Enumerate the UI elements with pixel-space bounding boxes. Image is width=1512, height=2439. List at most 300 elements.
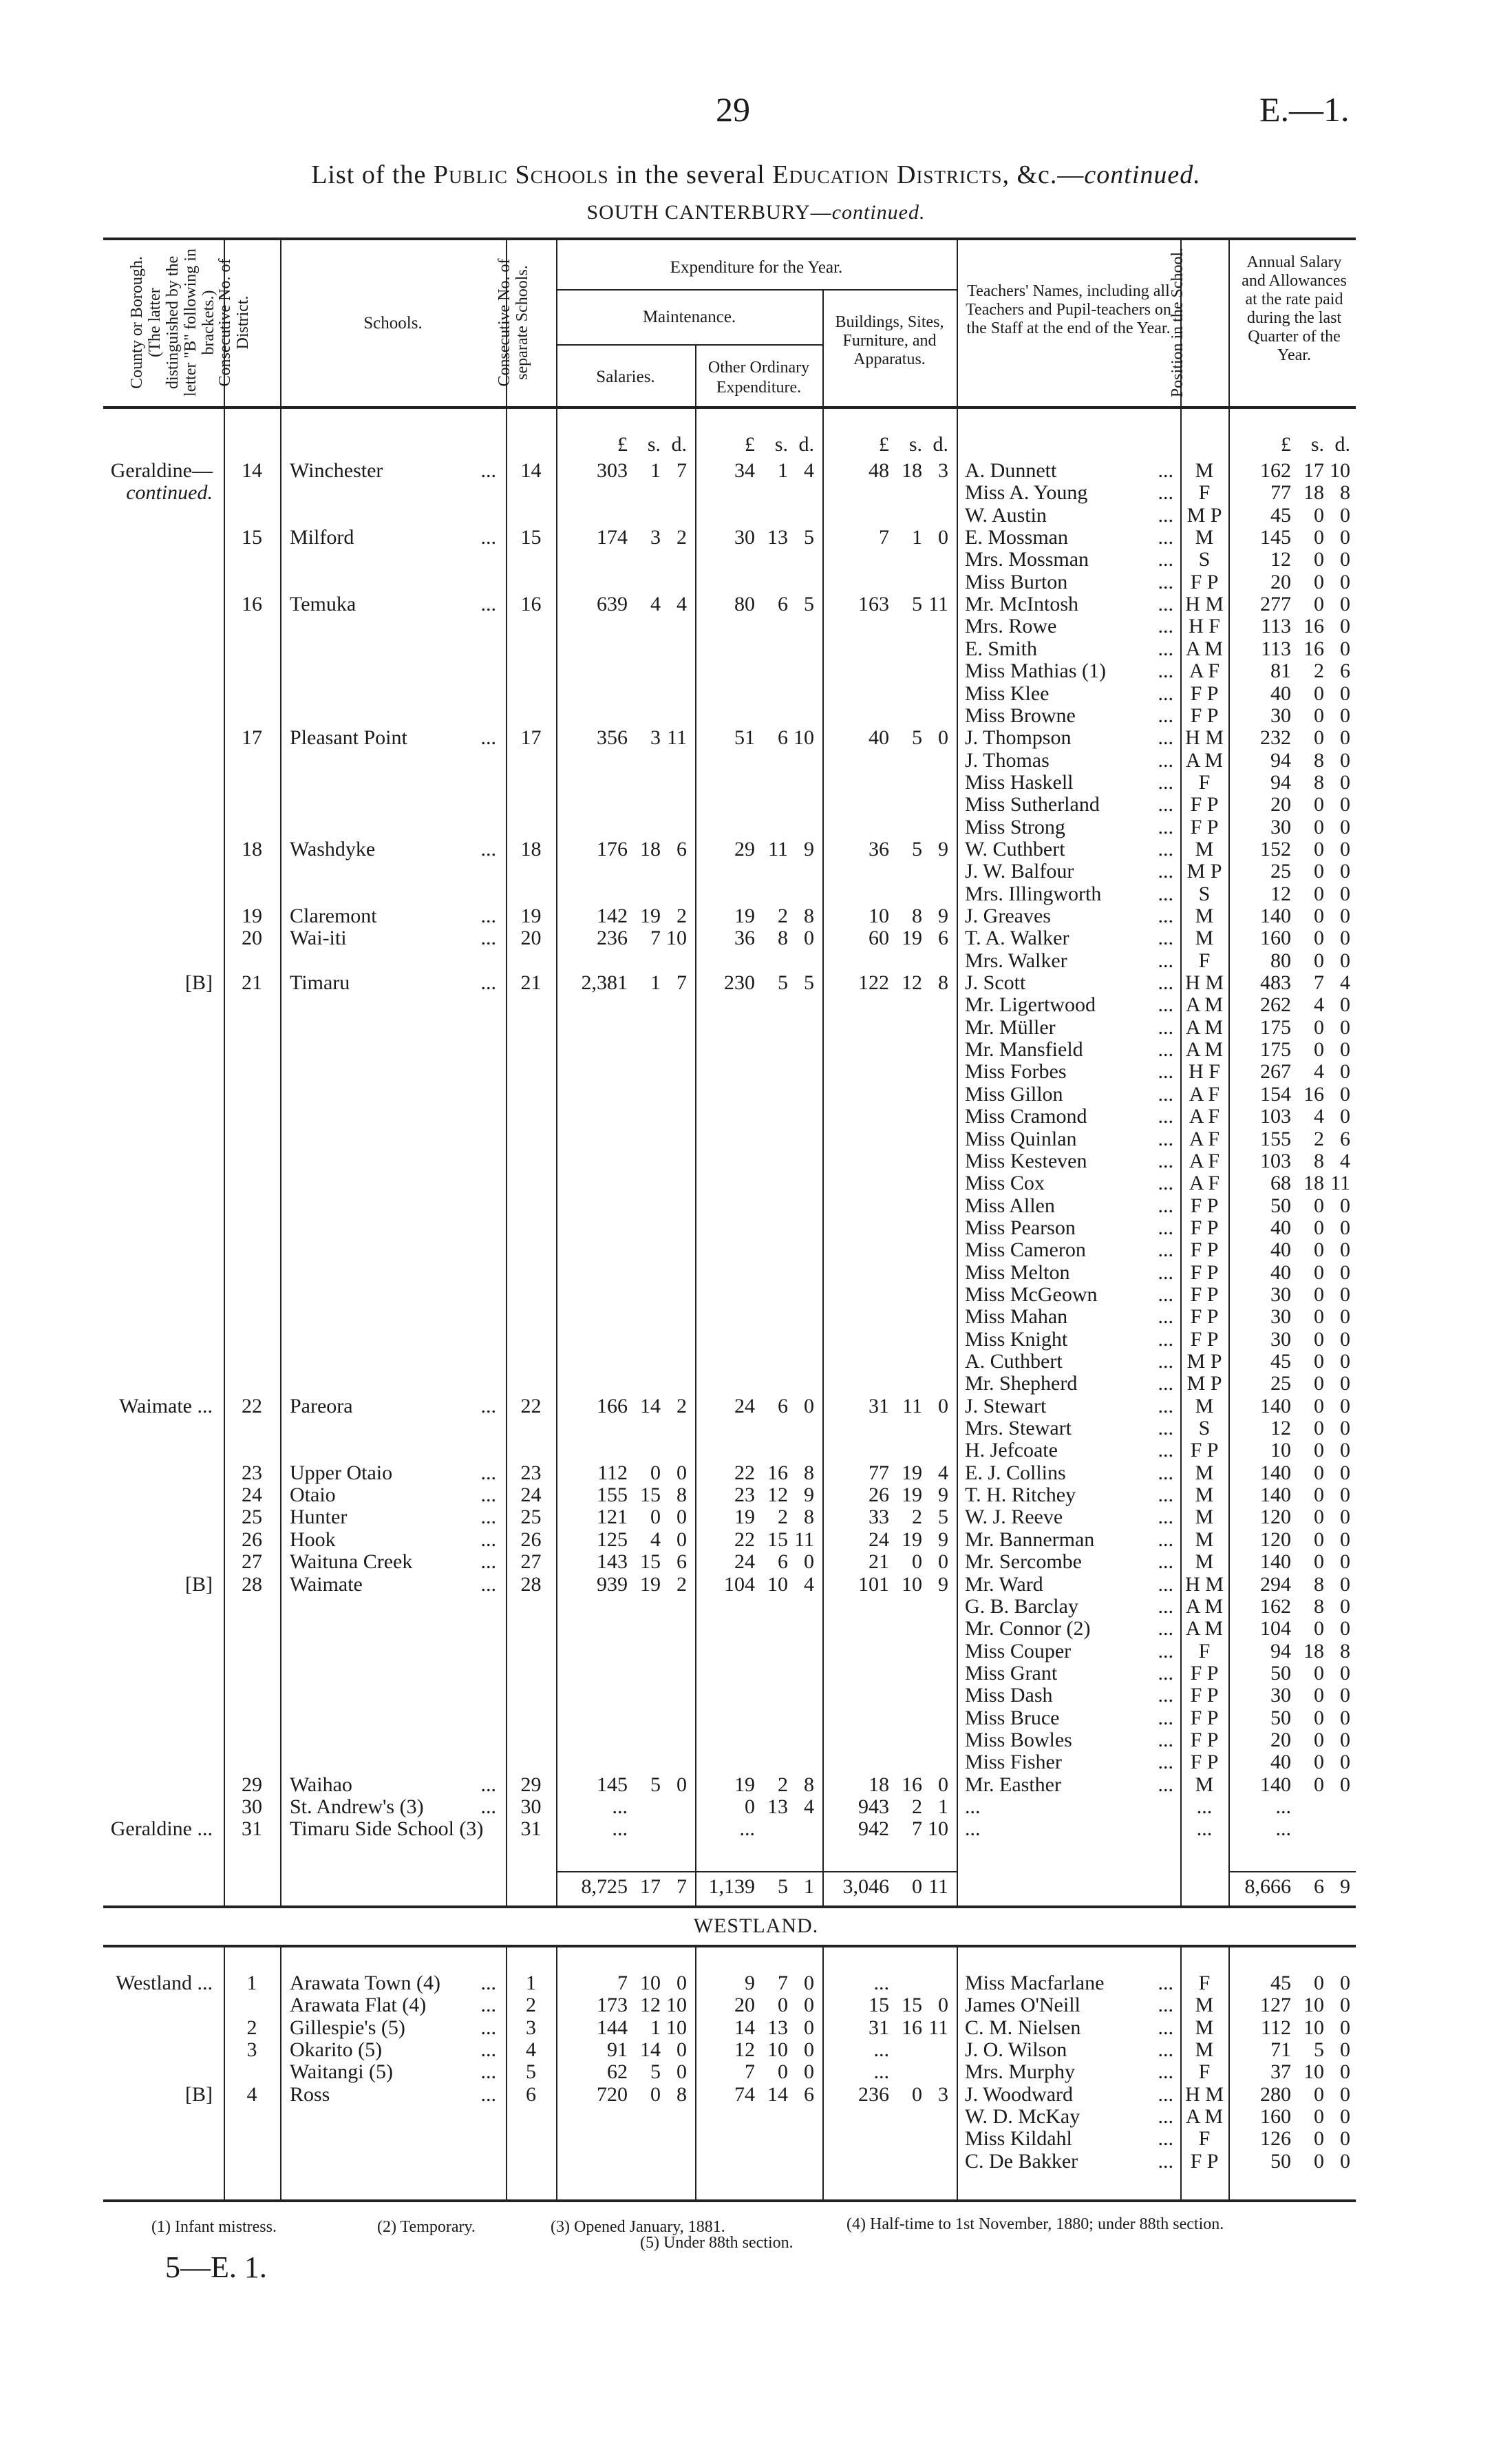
- shillings: 0: [1314, 815, 1324, 838]
- pence: 0: [1340, 1684, 1350, 1707]
- shillings: 1: [650, 459, 661, 482]
- pence: 0: [1340, 1305, 1350, 1329]
- pence: 0: [677, 1506, 687, 1529]
- south-row-teacher-name: Mrs. Rowe ...: [965, 615, 1173, 638]
- shillings: 19: [902, 1484, 922, 1507]
- pence: 0: [1340, 770, 1350, 794]
- pounds: 104: [724, 1572, 755, 1596]
- section-name: SOUTH CANTERBURY—: [586, 201, 832, 224]
- leader-dots: ...: [480, 837, 496, 860]
- south-row-position: M: [1195, 526, 1214, 549]
- south-row-separate-no: 25: [520, 1506, 542, 1529]
- pence: 0: [1340, 1572, 1350, 1596]
- south-row-teacher-name: W. J. Reeve ...: [965, 1506, 1173, 1529]
- header-teachers: Teachers' Names, including all Teachers and Pupil-teachers on the Staff at the end of the Year.: [966, 282, 1171, 337]
- pounds: 40: [1270, 1751, 1291, 1774]
- pence: 0: [1340, 793, 1350, 816]
- shillings: 1: [912, 526, 922, 549]
- pence: 0: [1340, 526, 1350, 549]
- south-row-separate-no: 27: [520, 1550, 542, 1574]
- south-row-teacher-name: J. Thompson ...: [965, 726, 1173, 750]
- leader-dots: ...: [1158, 1194, 1173, 1217]
- south-row-position: F P: [1190, 793, 1219, 816]
- south-row-separate-no: 17: [520, 726, 542, 750]
- pounds: 103: [1260, 1105, 1291, 1128]
- pounds: 943: [858, 1795, 889, 1818]
- pounds: 8,666: [1244, 1875, 1291, 1898]
- shillings: s.: [647, 433, 661, 456]
- leader-dots: ...: [1158, 905, 1173, 927]
- south-row-position: A M: [1185, 637, 1224, 660]
- shillings: 6: [778, 1394, 788, 1417]
- pounds: 639: [597, 593, 628, 616]
- header-column-rule: [1228, 237, 1230, 406]
- shillings: 19: [640, 905, 661, 927]
- south-row-position: F P: [1190, 682, 1219, 705]
- leader-dots: ...: [1158, 570, 1173, 593]
- leader-dots: ...: [480, 1506, 496, 1529]
- leader-dots: ...: [1158, 1528, 1173, 1551]
- leader-dots: ...: [1158, 1994, 1173, 2017]
- shillings: 0: [1314, 1439, 1324, 1462]
- west-row-district-no: 1: [246, 1972, 257, 1994]
- pounds: 62: [607, 2060, 628, 2084]
- west-row-position: M: [1195, 2016, 1214, 2039]
- pence: 0: [1340, 548, 1350, 571]
- pounds: 20: [1270, 1728, 1291, 1751]
- header-other-expenditure: Other Ordinary Expenditure.: [707, 359, 810, 397]
- pence: 9: [938, 1528, 948, 1551]
- leader-dots: ...: [480, 1972, 496, 1994]
- pence: 0: [1340, 593, 1350, 616]
- pounds: ...: [1275, 1817, 1291, 1841]
- pence: 4: [1340, 1149, 1350, 1172]
- column-rule: [957, 406, 958, 1905]
- south-row-teacher-name: Mr. Bannerman ...: [965, 1528, 1173, 1551]
- shillings: 0: [1314, 860, 1324, 883]
- shillings: 0: [1314, 1216, 1324, 1239]
- pounds: ...: [739, 1817, 755, 1841]
- pence: 0: [938, 1773, 948, 1796]
- pounds: 20: [1270, 570, 1291, 593]
- pence: 4: [1340, 971, 1350, 995]
- shillings: 2: [1314, 1127, 1324, 1150]
- leader-dots: ...: [480, 1394, 496, 1417]
- pence: 0: [677, 2060, 687, 2084]
- south-row-school-name: Milford ...: [290, 526, 496, 549]
- south-row-position: A M: [1185, 1015, 1224, 1039]
- pounds: 20: [1270, 793, 1291, 816]
- south-row-position: M: [1195, 837, 1214, 860]
- south-row-school-name: Washdyke ...: [290, 837, 496, 860]
- south-row-county: continued.: [126, 481, 213, 505]
- shillings: 0: [912, 2082, 922, 2106]
- leader-dots: ...: [1158, 1661, 1173, 1685]
- shillings: 0: [1314, 1706, 1324, 1729]
- pence: 11: [928, 2016, 948, 2039]
- south-row-separate-no: 14: [520, 459, 542, 482]
- south-row-teacher-name: Mr. McIntosh ...: [965, 593, 1173, 616]
- shillings: 0: [1314, 1305, 1324, 1329]
- header-maintenance: Maintenance.: [642, 308, 736, 326]
- title-prefix: List of the: [311, 160, 434, 189]
- leader-dots: ...: [480, 1550, 496, 1574]
- footnote-4: (4) Half-time to 1st November, 1880; under 88th section.: [846, 2215, 1224, 2233]
- pence: 6: [938, 927, 948, 950]
- leader-dots: ...: [480, 905, 496, 927]
- leader-dots: ...: [1158, 2149, 1173, 2173]
- shillings: 0: [1314, 2105, 1324, 2129]
- south-row-school-name: Pleasant Point ...: [290, 726, 496, 750]
- shillings: 0: [1314, 927, 1324, 950]
- pounds: 22: [734, 1528, 755, 1551]
- pounds: 19: [734, 1773, 755, 1796]
- shillings: 0: [1314, 2082, 1324, 2106]
- title-continued: continued.: [1084, 160, 1201, 189]
- south-row-position: F P: [1190, 1684, 1219, 1707]
- south-row-separate-no: 29: [520, 1773, 542, 1796]
- south-row-position: F P: [1190, 1194, 1219, 1217]
- pounds: 80: [1270, 949, 1291, 972]
- shillings: 0: [1314, 1372, 1324, 1395]
- leader-dots: ...: [1158, 526, 1173, 549]
- pence: 0: [1340, 1506, 1350, 1529]
- totals-rule: [1228, 1871, 1356, 1872]
- south-row-teacher-name: J. Greaves ...: [965, 905, 1173, 927]
- leader-dots: ...: [1158, 1172, 1173, 1195]
- south-row-position: F P: [1190, 1751, 1219, 1774]
- south-row-position: A M: [1185, 993, 1224, 1017]
- pence: 2: [677, 905, 687, 927]
- pence: 0: [1340, 1994, 1350, 2017]
- south-row-position: A M: [1185, 1617, 1224, 1640]
- shillings: 2: [778, 1773, 788, 1796]
- pence: 1: [804, 1875, 814, 1898]
- south-row-county: Waimate ...: [119, 1394, 213, 1417]
- leader-dots: ...: [1158, 1550, 1173, 1574]
- pounds: 50: [1270, 1706, 1291, 1729]
- shillings: 0: [1314, 1417, 1324, 1440]
- leader-dots: ...: [1158, 815, 1173, 838]
- leader-dots: ...: [1158, 1038, 1173, 1062]
- pence: 3: [938, 459, 948, 482]
- pence: 0: [1340, 1528, 1350, 1551]
- pence: d.: [671, 433, 687, 456]
- shillings: 0: [1314, 1728, 1324, 1751]
- west-row-position: M: [1195, 1994, 1214, 2017]
- pence: 0: [1340, 905, 1350, 927]
- leader-dots: ...: [1158, 927, 1173, 950]
- leader-dots: ...: [1158, 1105, 1173, 1128]
- south-row-teacher-name: H. Jefcoate ...: [965, 1439, 1173, 1462]
- pence: 0: [677, 1773, 687, 1796]
- shillings: 18: [902, 459, 922, 482]
- header-bottom-rule: [103, 406, 1356, 409]
- shillings: 19: [902, 927, 922, 950]
- west-row-teacher-name: Miss Macfarlane ...: [965, 1972, 1173, 1994]
- pounds: 74: [734, 2082, 755, 2106]
- pounds: 140: [1260, 1773, 1291, 1796]
- shillings: 5: [912, 593, 922, 616]
- pounds: 232: [1260, 726, 1291, 750]
- pounds: 176: [597, 837, 628, 860]
- pence: 5: [938, 1506, 948, 1529]
- south-row-teacher-name: Miss Melton ...: [965, 1260, 1173, 1284]
- pounds: 71: [1270, 2038, 1291, 2062]
- south-row-separate-no: 15: [520, 526, 542, 549]
- west-row-school-name: Okarito (5) ...: [290, 2038, 496, 2062]
- title-suffix: , &c.—: [1002, 160, 1085, 189]
- pounds: 30: [1270, 815, 1291, 838]
- leader-dots: ...: [1158, 1372, 1173, 1395]
- pence: 0: [1340, 2082, 1350, 2106]
- leader-dots: ...: [1158, 1572, 1173, 1596]
- leader-dots: ...: [1158, 1972, 1173, 1994]
- south-row-position: M P: [1186, 503, 1222, 527]
- leader-dots: ...: [480, 2038, 496, 2062]
- header-column-rule: [957, 237, 958, 406]
- west-row-teacher-name: C. De Bakker ...: [965, 2149, 1173, 2173]
- pence: 0: [1340, 2038, 1350, 2062]
- pounds: 36: [734, 927, 755, 950]
- leader-dots: ...: [480, 927, 496, 950]
- shillings: 13: [767, 1795, 788, 1818]
- pence: 0: [1340, 1260, 1350, 1284]
- shillings: 8: [778, 927, 788, 950]
- shillings: 16: [1303, 615, 1324, 638]
- pence: 0: [1340, 1728, 1350, 1751]
- section-continued: continued.: [831, 201, 926, 224]
- south-row-position: M: [1195, 1484, 1214, 1507]
- leader-dots: ...: [480, 459, 496, 482]
- shillings: s.: [908, 433, 922, 456]
- shillings: 5: [650, 2060, 661, 2084]
- leader-dots: ...: [1158, 949, 1173, 972]
- leader-dots: ...: [1158, 1617, 1173, 1640]
- shillings: 12: [902, 971, 922, 995]
- pence: 2: [677, 1394, 687, 1417]
- pence: 0: [1340, 1015, 1350, 1039]
- south-row-teacher-name: Miss Couper ...: [965, 1639, 1173, 1662]
- south-row-teacher-name: A. Dunnett ...: [965, 459, 1173, 482]
- shillings: 0: [1314, 593, 1324, 616]
- pence: 4: [804, 1795, 814, 1818]
- shillings: 0: [1314, 1751, 1324, 1774]
- pounds: 356: [597, 726, 628, 750]
- pence: 10: [1330, 459, 1350, 482]
- title-education-districts: Education Districts: [772, 160, 1003, 189]
- leader-dots: ...: [480, 2082, 496, 2106]
- south-row-district-no: 15: [242, 526, 262, 549]
- pence: 3: [938, 2082, 948, 2106]
- south-row-separate-no: 16: [520, 593, 542, 616]
- header-expenditure: Expenditure for the Year.: [670, 258, 843, 277]
- pence: 0: [1340, 2149, 1350, 2173]
- pounds: 23: [734, 1484, 755, 1507]
- south-row-position: F P: [1190, 704, 1219, 727]
- shillings: 15: [640, 1550, 661, 1574]
- pence: 4: [804, 459, 814, 482]
- leader-dots: ...: [1158, 1439, 1173, 1462]
- pounds: 25: [1270, 860, 1291, 883]
- shillings: 16: [1303, 637, 1324, 660]
- section-end-rule: [103, 1905, 1356, 1908]
- pounds: £: [879, 433, 889, 456]
- leader-dots: ...: [1158, 1506, 1173, 1529]
- leader-dots: ...: [1158, 2038, 1173, 2062]
- pence: 0: [1340, 726, 1350, 750]
- pounds: 60: [869, 927, 889, 950]
- pounds: 30: [1270, 1684, 1291, 1707]
- south-row-separate-no: 21: [520, 971, 542, 995]
- pounds: 230: [724, 971, 755, 995]
- shillings: s.: [774, 433, 788, 456]
- pence: 2: [677, 526, 687, 549]
- south-row-school-name: Temuka ...: [290, 593, 496, 616]
- pounds: 77: [869, 1461, 889, 1484]
- shillings: 0: [1314, 1238, 1324, 1262]
- shillings: 4: [650, 1528, 661, 1551]
- leader-dots: ...: [1158, 548, 1173, 571]
- leader-dots: ...: [480, 1461, 496, 1484]
- pounds: 145: [597, 1773, 628, 1796]
- column-rule: [957, 1945, 958, 2199]
- pence: 0: [1340, 1105, 1350, 1128]
- south-row-teacher-name: W. Austin ...: [965, 503, 1173, 527]
- pence: 0: [1340, 1484, 1350, 1507]
- pounds: 162: [1260, 1594, 1291, 1618]
- pence: 6: [677, 1550, 687, 1574]
- pence: 0: [1340, 1282, 1350, 1306]
- west-row-position: M: [1195, 2038, 1214, 2062]
- south-row-position: M P: [1186, 860, 1222, 883]
- south-row-teacher-name: Mrs. Walker ...: [965, 949, 1173, 972]
- leader-dots: ...: [1158, 459, 1173, 482]
- south-row-teacher-name: Miss Knight ...: [965, 1327, 1173, 1351]
- leader-dots: ...: [1158, 2105, 1173, 2129]
- south-row-teacher-name: E. Smith ...: [965, 637, 1173, 660]
- pounds: 48: [869, 459, 889, 482]
- pence: 0: [1340, 1550, 1350, 1574]
- pence: 9: [804, 1484, 814, 1507]
- shillings: 0: [1314, 793, 1324, 816]
- west-row-teacher-name: Mrs. Murphy ...: [965, 2060, 1173, 2084]
- header-salaries: Salaries.: [596, 368, 655, 386]
- westland-top-rule: [103, 1945, 1356, 1947]
- shillings: 10: [902, 1572, 922, 1596]
- south-row-district-no: 14: [242, 459, 262, 482]
- pence: 0: [804, 2060, 814, 2084]
- leader-dots: ...: [1158, 882, 1173, 905]
- shillings: 8: [1314, 748, 1324, 772]
- header-consecutive-separate: Consecutive No. of separate Schools.: [495, 258, 531, 387]
- shillings: 5: [1314, 2038, 1324, 2062]
- south-row-teacher-name: Miss Quinlan ...: [965, 1127, 1173, 1150]
- south-row-teacher-name: J. Scott ...: [965, 971, 1173, 995]
- pence: 10: [666, 927, 687, 950]
- pence: 8: [804, 1506, 814, 1529]
- column-rule: [822, 406, 824, 1905]
- pounds: 173: [597, 1994, 628, 2017]
- south-row-teacher-name: Miss Klee ...: [965, 682, 1173, 705]
- shillings: 8: [1314, 1594, 1324, 1618]
- pence: 4: [804, 1572, 814, 1596]
- south-row-position: F P: [1190, 815, 1219, 838]
- shillings: 15: [640, 1484, 661, 1507]
- pounds: 94: [1270, 1639, 1291, 1662]
- south-row-position: H M: [1185, 971, 1224, 995]
- pounds: 280: [1260, 2082, 1291, 2106]
- leader-dots: ...: [1158, 637, 1173, 660]
- pounds: 50: [1270, 2149, 1291, 2173]
- shillings: 0: [778, 2060, 788, 2084]
- leader-dots: ...: [1158, 1639, 1173, 1662]
- shillings: 12: [767, 1484, 788, 1507]
- south-row-position: A M: [1185, 1038, 1224, 1062]
- west-row-position: H M: [1185, 2082, 1224, 2106]
- pence: 0: [1340, 2127, 1350, 2151]
- shillings: 7: [650, 927, 661, 950]
- pounds: 174: [597, 526, 628, 549]
- pence: 8: [1340, 481, 1350, 505]
- south-row-teacher-name: Mr. Shepherd ...: [965, 1372, 1173, 1395]
- pence: 0: [1340, 837, 1350, 860]
- pence: 5: [804, 526, 814, 549]
- west-row-district-no: 2: [246, 2016, 257, 2039]
- shillings: 10: [640, 1972, 661, 1994]
- pounds: 294: [1260, 1572, 1291, 1596]
- table-bottom-rule: [103, 2199, 1356, 2202]
- pounds: ...: [873, 2038, 889, 2062]
- shillings: 0: [650, 1506, 661, 1529]
- leader-dots: ...: [1158, 682, 1173, 705]
- leader-dots: ...: [1158, 481, 1173, 505]
- west-row-separate-no: 3: [526, 2016, 536, 2039]
- column-rule: [695, 1945, 696, 2199]
- pounds: 40: [1270, 1260, 1291, 1284]
- south-row-teacher-name: Miss Kesteven ...: [965, 1149, 1173, 1172]
- shillings: 18: [1303, 1639, 1324, 1662]
- south-row-teacher-name: E. Mossman ...: [965, 526, 1173, 549]
- south-row-separate-no: 26: [520, 1528, 542, 1551]
- shillings: 5: [912, 837, 922, 860]
- pounds: ...: [612, 1795, 628, 1818]
- pence: 11: [667, 726, 687, 750]
- south-row-teacher-name: ...: [965, 1817, 981, 1841]
- leader-dots: ...: [480, 526, 496, 549]
- south-row-teacher-name: Miss Gillon ...: [965, 1082, 1173, 1106]
- pounds: 68: [1270, 1172, 1291, 1195]
- pence: 0: [1340, 1706, 1350, 1729]
- header-annual-salary: Annual Salary and Allowances at the rate paid during the last Quarter of the Year.: [1242, 253, 1347, 364]
- pence: 11: [1330, 1172, 1350, 1195]
- pounds: 142: [597, 905, 628, 927]
- pounds: 81: [1270, 659, 1291, 683]
- pence: 0: [677, 1528, 687, 1551]
- pence: 0: [1340, 2105, 1350, 2129]
- pounds: 37: [1270, 2060, 1291, 2084]
- pence: 5: [804, 593, 814, 616]
- shillings: 0: [1314, 1194, 1324, 1217]
- pence: 0: [1340, 1350, 1350, 1373]
- west-row-separate-no: 1: [526, 1972, 536, 1994]
- shillings: 10: [767, 2038, 788, 2062]
- leader-dots: ...: [1158, 1773, 1173, 1796]
- leader-dots: ...: [1158, 1238, 1173, 1262]
- south-row-district-no: 24: [242, 1484, 262, 1507]
- south-row-position: F P: [1190, 1661, 1219, 1685]
- south-row-position: A F: [1189, 1082, 1220, 1106]
